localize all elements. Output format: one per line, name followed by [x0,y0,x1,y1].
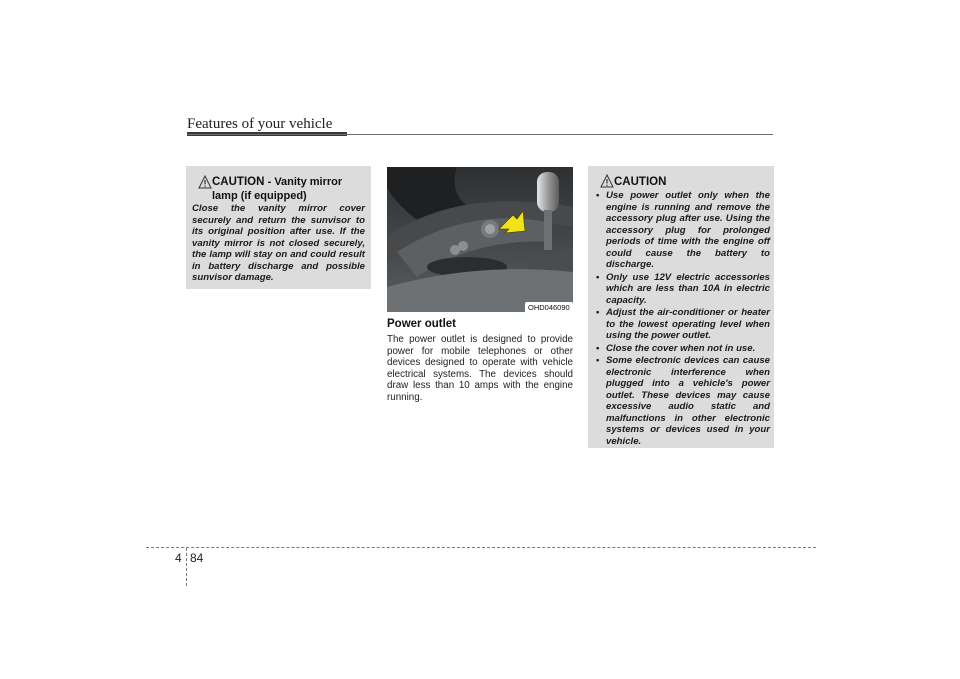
caution-bullet-list [594,190,770,448]
page-number: 84 [190,551,204,565]
caution-sublabel: - Vanity mirror [267,176,343,188]
console-illustration [387,167,573,312]
list-item: • Close the cover when not in use. [596,342,756,354]
caution-body: Close the vanity mirror cover securely and return the sunvisor to its original position after use. If the vanity mirror is not closed securely, the lamp will stay on and could result in battery discharge and possible sunvisor damage. [192,203,365,283]
chapter-number: 4 [175,551,182,565]
section-title: Power outlet [387,318,457,330]
page-header-title: Features of your vehicle [187,116,333,132]
list-item: • Adjust the air-conditioner or heater to the lowest operating level when using the power outlet. [596,307,770,341]
caution-sublabel-2: lamp (if equipped) [212,190,307,202]
list-item: • Some electronic devices can cause electronic interference when plugged into a vehicle's power outlet. These devices may cause excessive audio static and malfunctions in other electronic systems or devices used in your vehicle. [596,355,770,447]
warning-triangle-icon [600,174,614,188]
footer-rule [146,547,816,548]
caution-label: CAUTION [212,176,265,188]
warning-triangle-icon [198,175,212,189]
power-outlet-photo [387,167,573,312]
caution-heading [212,175,367,203]
photo-reference-label: OHD046090 [525,302,573,313]
header-rule [187,134,773,135]
section-body: The power outlet is designed to provide power for mobile telephones or other devices designed to operate with vehicle electrical systems. The devices should draw less than 10 amps with the engine running. [387,334,573,403]
list-item: • Use power outlet only when the engine is running and remove the accessory plug after use. Using the accessory plug for prolonged periods of time with the engine off could cause the battery to discharge. [596,190,770,270]
caution-box-vanity-mirror [186,166,371,289]
footer-divider [186,548,187,586]
caution-label: CAUTION [614,176,667,188]
list-item: • Only use 12V electric accessories which are less than 10A in electric capacity. [596,271,770,306]
